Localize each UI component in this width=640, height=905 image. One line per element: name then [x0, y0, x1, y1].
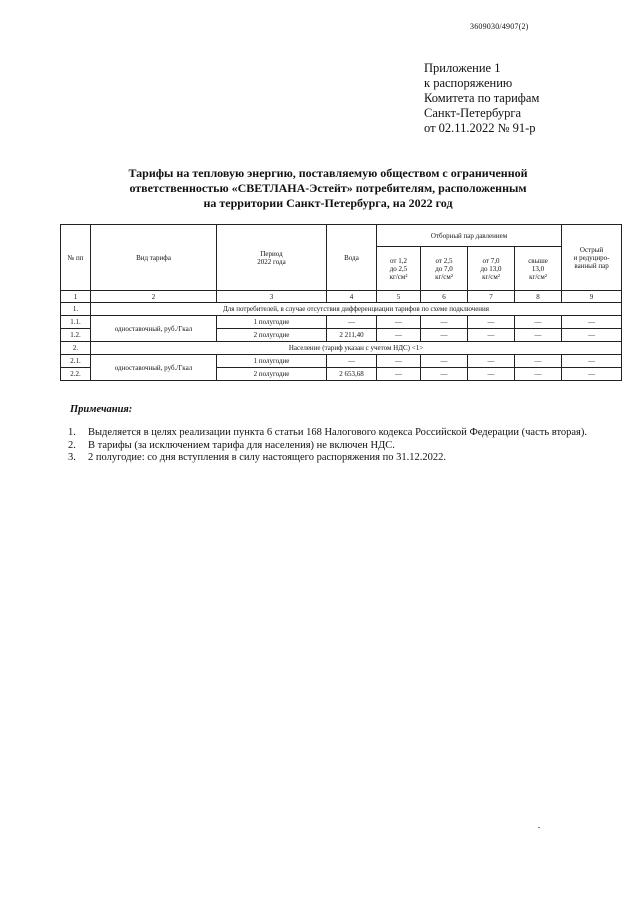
appendix-block	[424, 61, 539, 136]
period-cell: 1 полугодие	[217, 316, 327, 329]
column-number: 1	[61, 291, 91, 303]
document-number: 3609030/4907(2)	[470, 22, 529, 31]
header-pressure-4	[515, 247, 562, 291]
title-line: Тарифы на тепловую энергию, поставляемую обществом с ограниченной	[128, 166, 528, 180]
column-number: 3	[217, 291, 327, 303]
section-label: Для потребителей, в случае отсутствия дифференциации тарифов по схеме подключения	[91, 303, 622, 316]
pressure-line: до 13,0	[480, 264, 502, 273]
header-sharp-line: Острый	[579, 245, 604, 254]
pressure-line: от 7,0	[482, 256, 500, 265]
column-number: 4	[327, 291, 377, 303]
pressure-line: до 7,0	[435, 264, 453, 273]
value-cell: —	[377, 316, 421, 329]
pressure-line: кг/см²	[389, 272, 408, 281]
row-num: 1.1.	[61, 316, 91, 329]
note-text: В тарифы (за исключением тарифа для населения) не включен НДС.	[88, 439, 395, 451]
value-cell: —	[562, 355, 622, 368]
section-row	[61, 303, 622, 316]
value-water: 2 653,68	[327, 368, 377, 381]
note-number: 1.	[68, 427, 76, 438]
header-period-line: 2022 года	[257, 257, 286, 266]
notes-list	[68, 427, 587, 465]
note-number: 3.	[68, 452, 76, 463]
header-sharp-line: ванный пар	[574, 261, 609, 270]
header-water: Вода	[327, 225, 377, 291]
value-cell: —	[421, 368, 468, 381]
pressure-line: до 2,5	[389, 264, 408, 273]
value-cell: —	[562, 329, 622, 342]
header-pressure-3	[468, 247, 515, 291]
tariff-type-cell: одноставочный, руб./Гкал	[91, 355, 217, 381]
pressure-line: от 1,2	[390, 256, 407, 265]
value-cell: —	[515, 368, 562, 381]
value-water: —	[327, 316, 377, 329]
value-cell: —	[421, 355, 468, 368]
pressure-line: кг/см²	[482, 272, 500, 281]
column-number: 8	[515, 291, 562, 303]
header-num: № пп	[61, 225, 91, 291]
note-text: 2 полугодие: со дня вступления в силу настоящего распоряжения по 31.12.2022.	[88, 452, 446, 463]
table-row	[61, 355, 622, 368]
column-number: 6	[421, 291, 468, 303]
section-num: 2.	[61, 342, 91, 355]
period-cell: 1 полугодие	[217, 355, 327, 368]
note-item	[68, 427, 587, 440]
value-cell: —	[468, 316, 515, 329]
appendix-line: от 02.11.2022 № 91-р	[424, 121, 536, 135]
title-line: ответственностью «СВЕТЛАНА-Эстейт» потребителям, расположенным	[129, 181, 527, 195]
value-cell: —	[377, 355, 421, 368]
note-item	[68, 440, 587, 453]
column-number: 7	[468, 291, 515, 303]
value-cell: —	[562, 316, 622, 329]
tariff-type-cell: одноставочный, руб./Гкал	[91, 316, 217, 342]
section-num: 1.	[61, 303, 91, 316]
tariff-table	[60, 224, 622, 381]
header-sharp-steam	[562, 225, 622, 291]
value-cell: —	[562, 368, 622, 381]
column-number: 9	[562, 291, 622, 303]
value-cell: —	[421, 329, 468, 342]
pressure-line: от 2,5	[435, 256, 453, 265]
note-number: 2.	[68, 439, 76, 451]
note-text: Выделяется в целях реализации пункта 6 статьи 168 Налогового кодекса Российской Федерации (часть вторая).	[88, 427, 588, 438]
header-period	[217, 225, 327, 291]
appendix-line: Санкт-Петербурга	[424, 106, 522, 120]
column-number: 5	[377, 291, 421, 303]
value-cell: —	[468, 329, 515, 342]
value-cell: —	[468, 355, 515, 368]
header-period-line: Период	[260, 249, 283, 258]
appendix-line: к распоряжению	[424, 76, 513, 90]
column-number-row	[61, 291, 622, 303]
pressure-line: 13,0	[531, 264, 545, 273]
value-cell: —	[515, 355, 562, 368]
header-pressure-1	[377, 247, 421, 291]
value-cell: —	[421, 316, 468, 329]
appendix-line: Комитета по тарифам	[424, 91, 540, 105]
table-row	[61, 316, 622, 329]
pressure-line: кг/см²	[435, 272, 453, 281]
value-cell: —	[377, 368, 421, 381]
header-pressure-2	[421, 247, 468, 291]
appendix-line: Приложение 1	[424, 61, 501, 75]
value-cell: —	[515, 316, 562, 329]
header-tariff-type: Вид тарифа	[91, 225, 217, 291]
value-water: 2 211,40	[327, 329, 377, 342]
value-cell: —	[468, 368, 515, 381]
scan-speck	[538, 827, 540, 828]
pressure-line: свыше	[528, 256, 548, 265]
document-title	[96, 166, 560, 211]
note-item	[68, 452, 587, 465]
notes-title: Примечания:	[70, 404, 133, 415]
row-num: 2.1.	[61, 355, 91, 368]
header-steam-group: Отборный пар давлением	[377, 225, 562, 247]
header-sharp-line: и редуциро-	[573, 253, 610, 262]
period-cell: 2 полугодие	[217, 368, 327, 381]
column-number: 2	[91, 291, 217, 303]
row-num: 2.2.	[61, 368, 91, 381]
pressure-line: кг/см²	[529, 272, 547, 281]
value-cell: —	[377, 329, 421, 342]
period-cell: 2 полугодие	[217, 329, 327, 342]
section-label: Население (тариф указан с учетом НДС) <1>	[91, 342, 622, 355]
value-water: —	[327, 355, 377, 368]
title-line: на территории Санкт-Петербурга, на 2022 год	[203, 196, 453, 210]
value-cell: —	[515, 329, 562, 342]
section-row	[61, 342, 622, 355]
row-num: 1.2.	[61, 329, 91, 342]
